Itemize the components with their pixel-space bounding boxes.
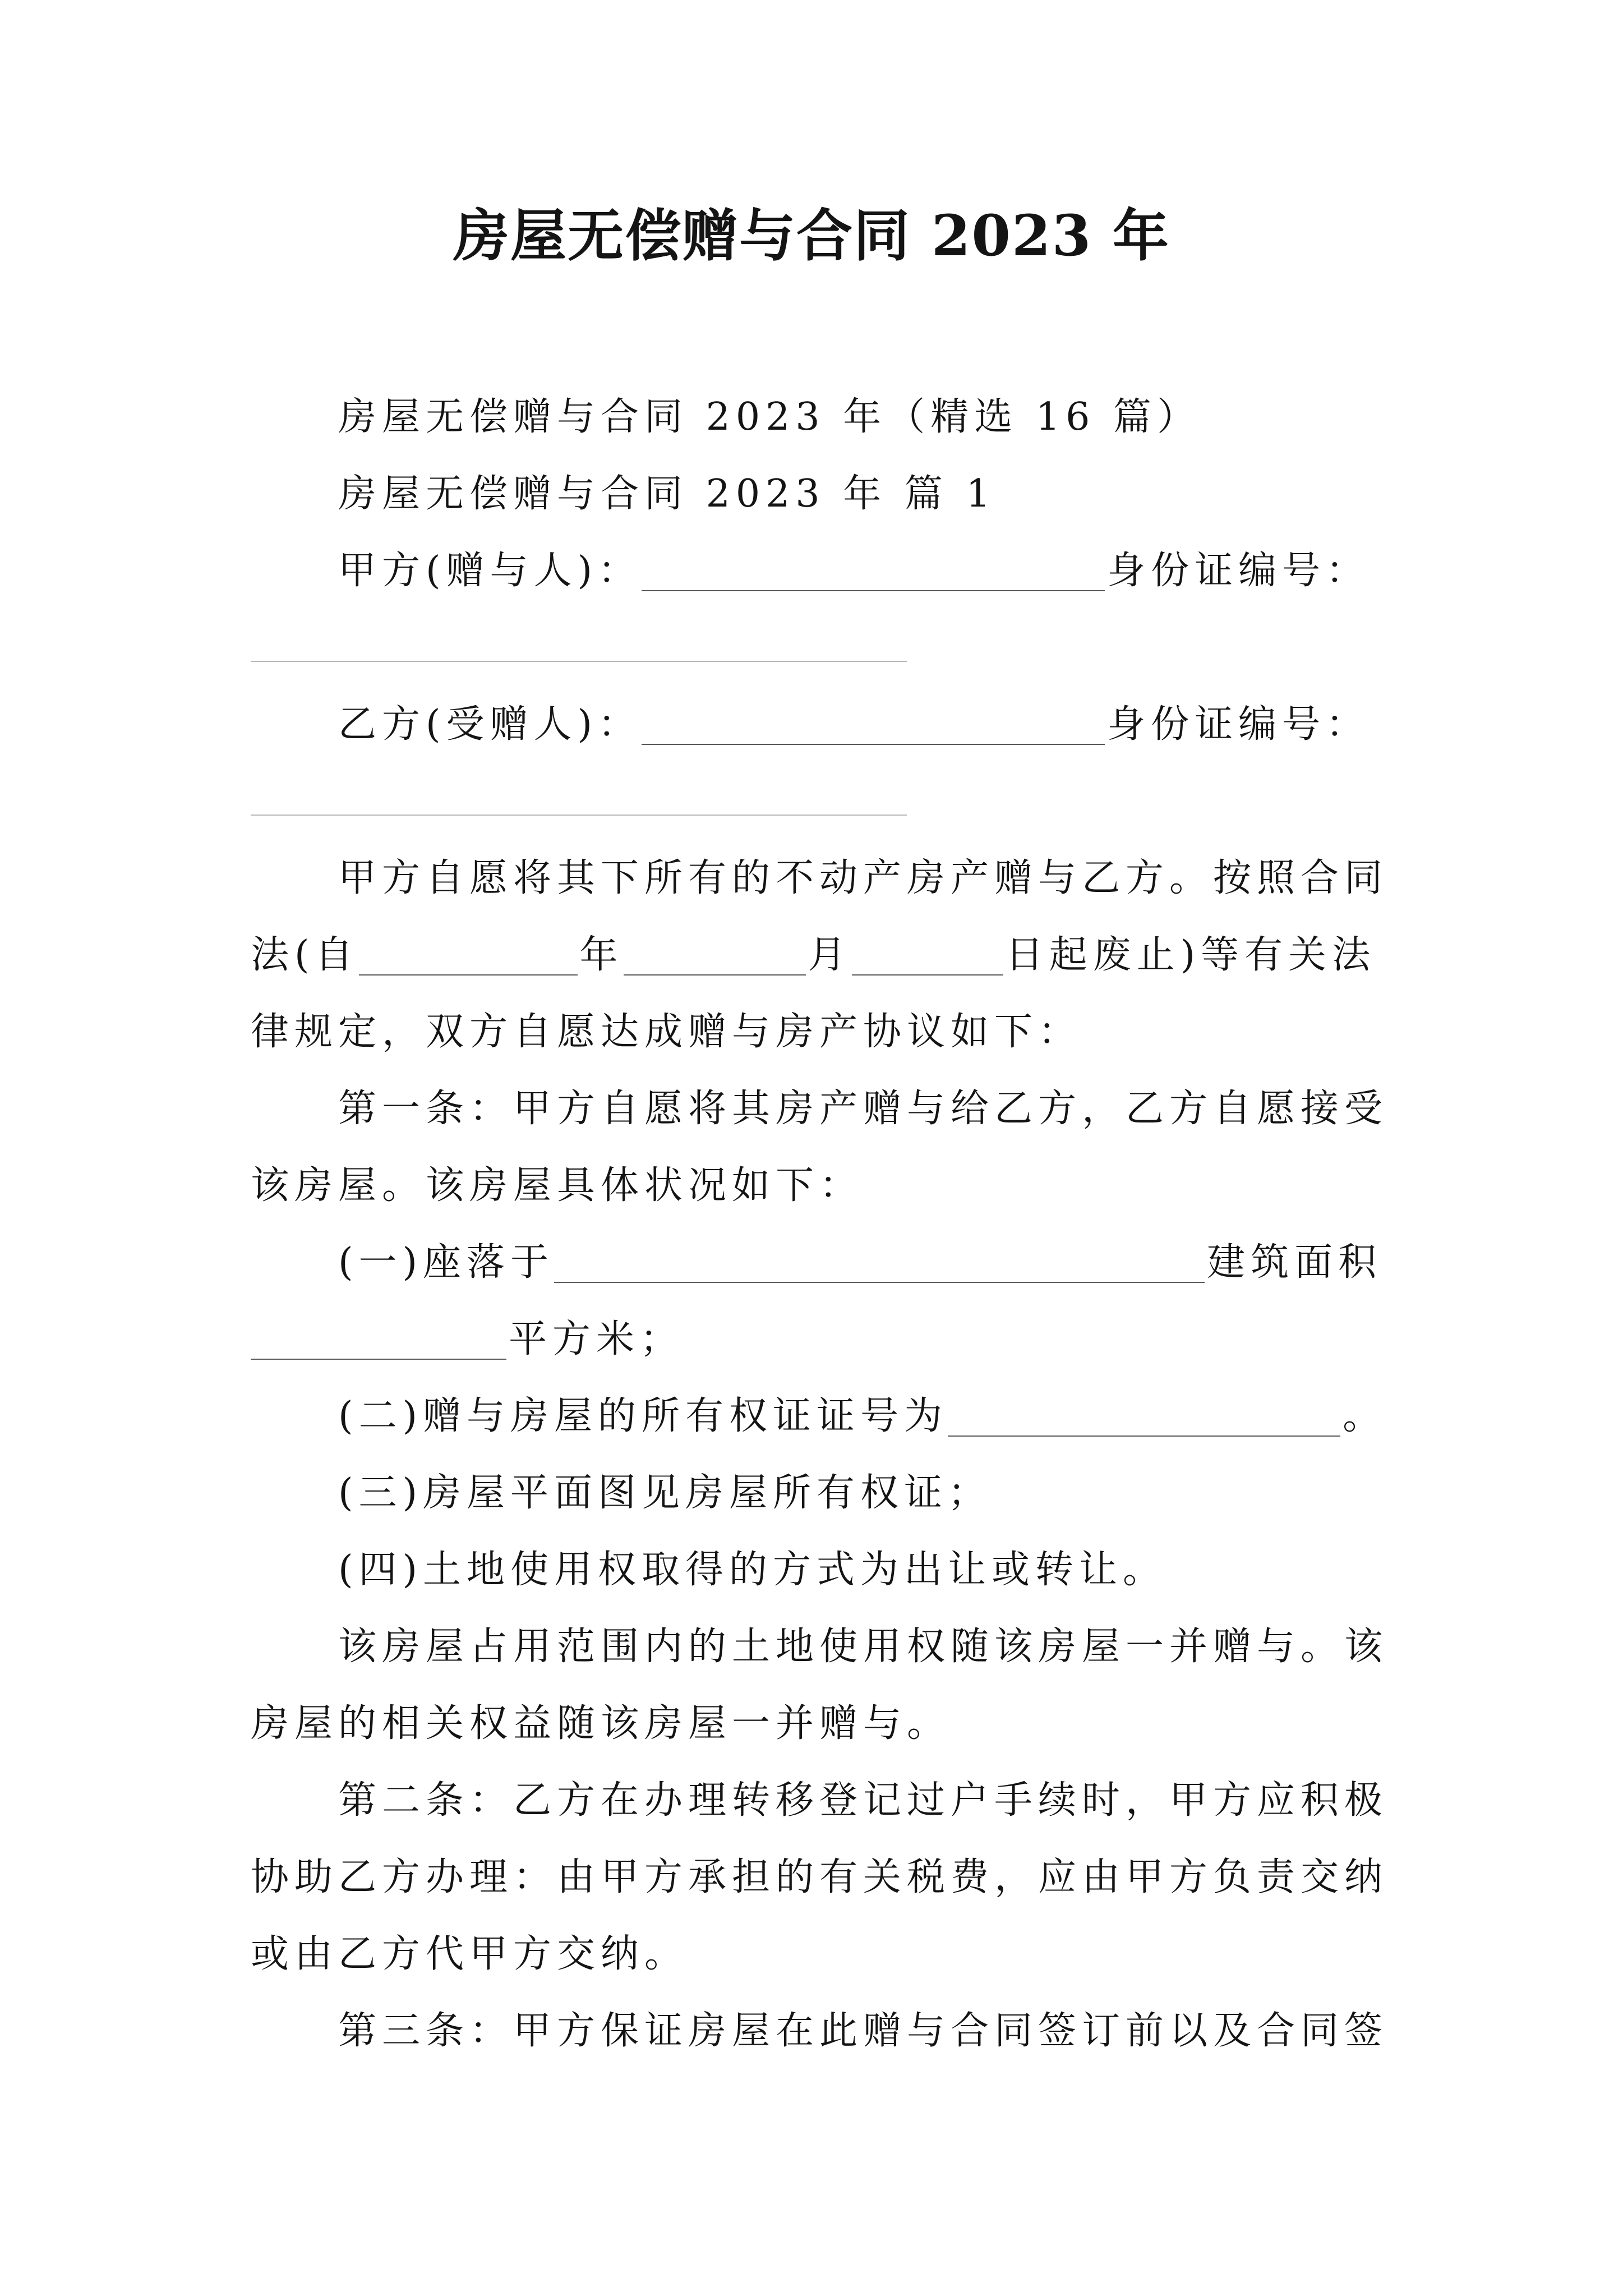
year-blank [359,938,578,976]
article-2-line-1: 第二条：乙方在办理转移登记过户手续时，甲方应积极 [338,1778,1389,1823]
item-1-line-1 [251,1224,1428,1301]
year-label: 年 [579,933,624,977]
party-a-id-blank [251,661,907,662]
document-title: 房屋无偿赠与合同 2023 年 [453,203,1170,269]
location-blank [554,1246,1205,1283]
item-2-label: (二)赠与房屋的所有权证证号为 [338,1394,948,1438]
day-blank [852,938,1003,976]
party-b-id-label: 身份证编号： [1107,702,1370,747]
intro-text-segment: 日起废止)等有关法 [1005,933,1376,977]
party-a-line [251,532,1428,609]
month-blank [624,938,806,976]
party-b-id-blank-line [251,763,1428,840]
subtitle-line: 房屋无偿赠与合同 2023 年（精选 16 篇） [338,395,1201,439]
area-blank [251,1323,506,1360]
article-1-line-2: 该房屋。该房屋具体状况如下： [251,1163,864,1208]
party-b-line [251,686,1428,763]
item-2-period: 。 [1343,1394,1387,1438]
item-4-line: (四)土地使用权取得的方式为出让或转让。 [338,1548,1167,1592]
item-3-line: (三)房屋平面图见房屋所有权证； [338,1471,992,1515]
intro-line-3: 律规定，双方自愿达成赠与房产协议如下： [251,1010,1082,1054]
item-2-line [251,1378,1428,1455]
month-label: 月 [808,933,852,977]
certificate-number-blank [948,1400,1340,1437]
area-unit: 平方米； [509,1317,684,1361]
intro-line-2 [251,917,1428,993]
party-b-name-blank [642,708,1105,745]
article-2-line-3: 或由乙方代甲方交纳。 [251,1932,689,1976]
land-line-2: 房屋的相关权益随该房屋一并赠与。 [251,1701,951,1746]
article-1-line-1: 第一条：甲方自愿将其房产赠与给乙方，乙方自愿接受 [338,1087,1389,1131]
item-1-line-2 [251,1301,1428,1378]
party-a-id-blank-line [251,609,1428,686]
party-a-name-blank [642,554,1105,591]
intro-text-segment: 法(自 [251,933,359,977]
party-a-id-label: 身份证编号： [1107,549,1370,593]
party-b-label: 乙方(受赠人)： [338,702,642,747]
party-b-id-blank [251,815,907,816]
section-heading: 房屋无偿赠与合同 2023 年 篇 1 [338,472,996,516]
party-a-label: 甲方(赠与人)： [338,549,642,593]
item-1-label: (一)座落于 [338,1240,555,1285]
area-label: 建筑面积 [1207,1240,1382,1285]
land-line-1: 该房屋占用范围内的土地使用权随该房屋一并赠与。该 [338,1625,1389,1669]
article-3-line-1: 第三条：甲方保证房屋在此赠与合同签订前以及合同签 [338,2009,1389,2053]
intro-line-1: 甲方自愿将其下所有的不动产房产赠与乙方。按照合同 [338,856,1389,900]
article-2-line-2: 协助乙方办理：由甲方承担的有关税费，应由甲方负责交纳 [251,1855,1389,1899]
document-body [251,379,1428,2069]
